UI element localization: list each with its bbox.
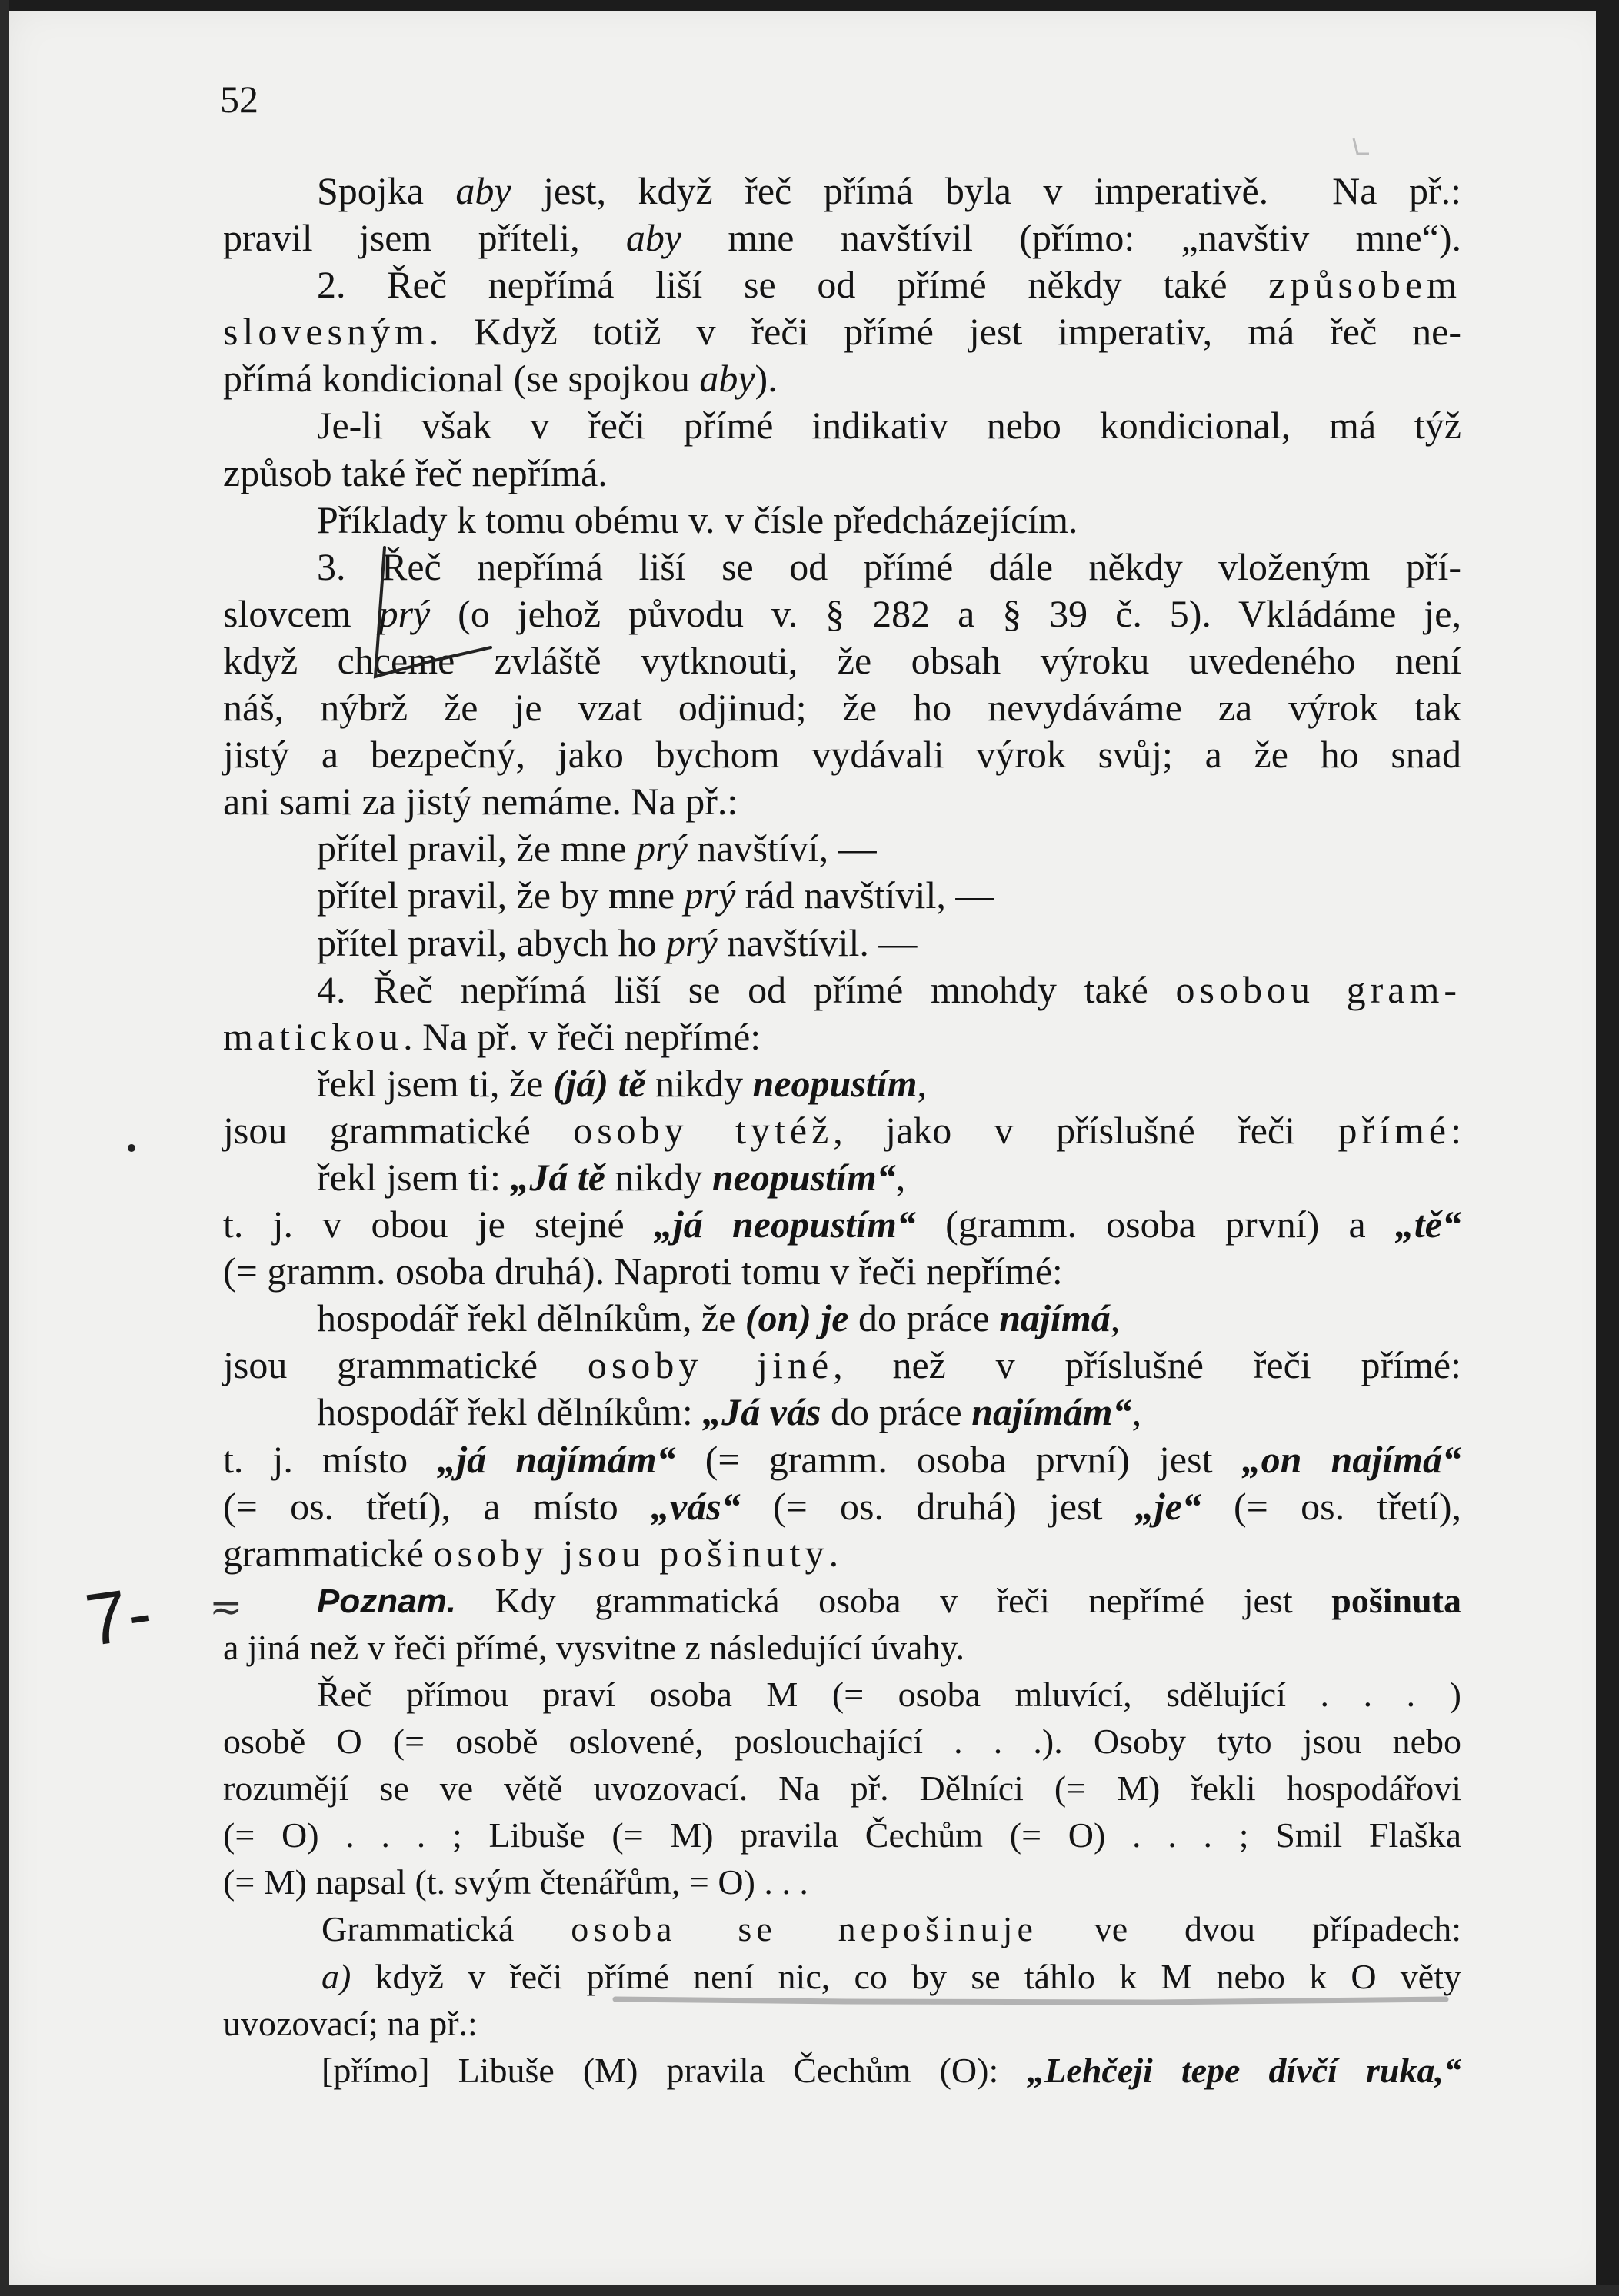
example-line: řekl jsem ti, že (já) tě nikdy neopustím, bbox=[317, 1061, 927, 1105]
page-text bbox=[223, 168, 1461, 2094]
text-line: 2. Řeč nepřímá liší se od přímé někdy také způsobem bbox=[317, 263, 1461, 307]
pencil-corner-mark bbox=[1354, 138, 1369, 154]
text-line: t. j. v obou je stejné „já neopustím“ (gramm. osoba první) a „tě“ bbox=[223, 1203, 1461, 1246]
scan-border-bottom bbox=[0, 2285, 1619, 2296]
note-line: Poznam. Kdy grammatická osoba v řeči nepřímé jest pošinuta bbox=[317, 1580, 1461, 1620]
scan-border-top bbox=[0, 0, 1619, 11]
note-line: Řeč přímou praví osoba M (= osoba mluvící, sdělující . . . ) bbox=[317, 1675, 1461, 1714]
example-line: hospodář řekl dělníkům: „Já vás do práce najímám“, bbox=[317, 1390, 1142, 1434]
page-number: 52 bbox=[220, 78, 258, 121]
text-line: přímá kondicional (se spojkou aby). bbox=[223, 357, 778, 401]
example-line: hospodář řekl dělníkům, že (on) je do práce najímá, bbox=[317, 1296, 1121, 1340]
note-line: Grammatická osoba se nepošinuje ve dvou případech: bbox=[321, 1909, 1462, 1949]
text-line: (= gramm. osoba druhá). Naproti tomu v řeči nepřímé: bbox=[223, 1249, 1063, 1293]
text-line: 3. Řeč nepřímá liší se od přímé dále někdy vloženým pří- bbox=[317, 544, 1461, 588]
scan-border-left bbox=[0, 0, 9, 2296]
note-line: a jiná než v řeči přímé, vysvitne z následující úvahy. bbox=[223, 1627, 964, 1667]
note-line: (= M) napsal (t. svým čtenářům, = O) . . . bbox=[223, 1862, 808, 1902]
text-line: jsou grammatické osoby jiné, než v příslušné řeči přímé: bbox=[223, 1343, 1461, 1387]
example-line: přítel pravil, že by mne prý rád navštívil, — bbox=[317, 873, 994, 917]
text-line: když chceme zvláště vytknouti, že obsah výroku uvedeného není bbox=[223, 638, 1461, 682]
handwritten-margin-note: 7- bbox=[80, 1571, 158, 1662]
text-line: t. j. místo „já najímám“ (= gramm. osoba první) jest „on najímá“ bbox=[223, 1437, 1461, 1481]
example-line: přítel pravil, abych ho prý navštívil. — bbox=[317, 920, 918, 964]
example-line: řekl jsem ti: „Já tě nikdy neopustím“, bbox=[317, 1155, 906, 1199]
text-line: slovesným. Když totiž v řeči přímé jest imperativ, má řeč ne- bbox=[223, 310, 1461, 354]
ink-dot bbox=[128, 1144, 135, 1152]
note-line: a) když v řeči přímé není nic, co by se táhlo k M nebo k O věty bbox=[321, 1956, 1461, 1996]
note-line: rozumějí se ve větě uvozovací. Na př. Dělníci (= M) řekli hospodářovi bbox=[223, 1769, 1461, 1809]
text-line: náš, nýbrž že je vzat odjinud; že ho nevydáváme za výrok tak bbox=[223, 686, 1461, 730]
text-line: Příklady k tomu obému v. v čísle předcházejícím. bbox=[317, 497, 1078, 541]
text-line: slovcem prý (o jehož původu v. § 282 a § 39 č. 5). Vkládáme je, bbox=[223, 591, 1461, 635]
note-line: (= O) . . . ; Libuše (= M) pravila Čechům (= O) . . . ; Smil Flaška bbox=[223, 1815, 1461, 1855]
text-line: Je-li však v řeči přímé indikativ nebo kondicional, má týž bbox=[317, 404, 1461, 448]
text-line: grammatické osoby jsou pošinuty. bbox=[223, 1531, 839, 1575]
text-line: způsob také řeč nepřímá. bbox=[223, 451, 608, 494]
scan-border-right bbox=[1596, 0, 1619, 2296]
text-line: jistý a bezpečný, jako bychom vydávali výrok svůj; a že ho snad bbox=[223, 733, 1461, 777]
example-line: přítel pravil, že mne prý navštíví, — bbox=[317, 827, 877, 870]
handwritten-margin-mark: ≂ bbox=[209, 1586, 243, 1629]
text-line: Spojka aby jest, když řeč přímá byla v imperativě. Na př.: bbox=[317, 169, 1461, 212]
text-line: 4. Řeč nepřímá liší se od přímé mnohdy také osobou gram- bbox=[317, 967, 1461, 1011]
note-line: uvozovací; na př.: bbox=[223, 2003, 478, 2043]
text-line: ani sami za jistý nemáme. Na př.: bbox=[223, 780, 738, 824]
text-line: pravil jsem příteli, aby mne navštívil (přímo: „navštiv mne“). bbox=[223, 216, 1461, 260]
note-line: [přímo] Libuše (M) pravila Čechům (O): „Lehčeji tepe dívčí ruka,“ bbox=[321, 2050, 1461, 2090]
text-line: (= os. třetí), a místo „vás“ (= os. druhá) jest „je“ (= os. třetí), bbox=[223, 1484, 1461, 1528]
text-line: jsou grammatické osoby tytéž, jako v příslušné řeči přímé: bbox=[223, 1108, 1461, 1152]
text-line: matickou. Na př. v řeči nepřímé: bbox=[223, 1014, 761, 1058]
note-line: osobě O (= osobě oslovené, poslouchající . . .). Osoby tyto jsou nebo bbox=[223, 1722, 1461, 1762]
